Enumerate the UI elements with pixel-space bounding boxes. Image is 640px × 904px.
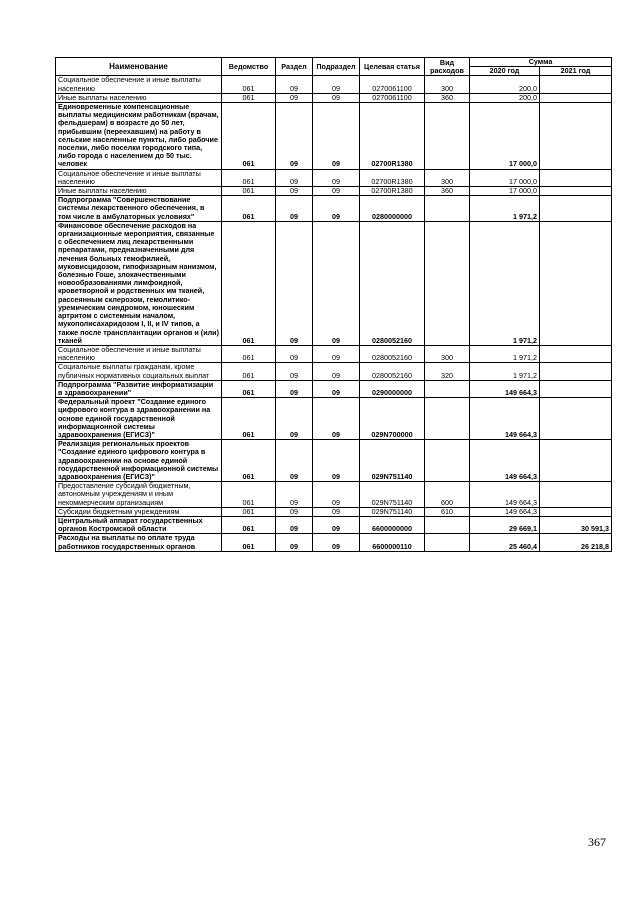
cell-subsection: 09	[313, 516, 360, 533]
cell-name: Предоставление субсидий бюджетным, автономным учреждениям и иным некоммерческим организациям	[56, 482, 222, 508]
table-row	[56, 516, 612, 533]
cell-name: Социальное обеспечение и иные выплаты населению	[56, 76, 222, 93]
cell-y2021	[540, 363, 612, 380]
header-target: Целевая статья	[360, 58, 425, 76]
cell-y2020: 17 000,0	[470, 103, 540, 170]
cell-dept: 061	[222, 93, 276, 102]
cell-subsection: 09	[313, 507, 360, 516]
cell-y2020: 1 971,2	[470, 196, 540, 222]
cell-section: 09	[276, 482, 313, 508]
cell-section: 09	[276, 507, 313, 516]
cell-dept: 061	[222, 103, 276, 170]
cell-name: Иные выплаты населению	[56, 93, 222, 102]
cell-y2020: 149 664,3	[470, 380, 540, 397]
header-2021: 2021 год	[540, 67, 612, 76]
cell-section: 09	[276, 103, 313, 170]
cell-subsection: 09	[313, 196, 360, 222]
cell-target: 029N751140	[360, 482, 425, 508]
cell-subsection: 09	[313, 380, 360, 397]
cell-dept: 061	[222, 380, 276, 397]
cell-name: Реализация региональных проектов "Создание единого цифрового контура в здравоохранении на основе единой государственной информационной системы здравоохранения (ЕГИСЗ)"	[56, 440, 222, 482]
cell-y2021	[540, 507, 612, 516]
header-2020: 2020 год	[470, 67, 540, 76]
cell-subsection: 09	[313, 534, 360, 551]
table-row	[56, 76, 612, 93]
cell-subsection: 09	[313, 187, 360, 196]
header-section: Раздел	[276, 58, 313, 76]
table-row	[56, 221, 612, 345]
cell-subsection: 09	[313, 169, 360, 186]
cell-type: 320	[425, 363, 470, 380]
cell-type: 360	[425, 187, 470, 196]
table-row	[56, 482, 612, 508]
cell-y2021	[540, 93, 612, 102]
cell-section: 09	[276, 196, 313, 222]
cell-y2021	[540, 169, 612, 186]
cell-type	[425, 398, 470, 440]
cell-type: 600	[425, 482, 470, 508]
cell-target: 0280000000	[360, 196, 425, 222]
cell-name: Единовременные компенсационные выплаты медицинским работникам (врачам, фельдшерам) в возрасте до 50 лет, прибывшим (переехавшим) на работу в сельские населенные пункты, либо рабочие поселки, либо поселки городского типа, либо города с населением до 50 тыс. человек	[56, 103, 222, 170]
cell-y2020: 1 971,2	[470, 363, 540, 380]
cell-y2020: 17 000,0	[470, 187, 540, 196]
cell-section: 09	[276, 380, 313, 397]
cell-y2020: 1 971,2	[470, 221, 540, 345]
cell-y2020: 1 971,2	[470, 345, 540, 362]
table-row	[56, 196, 612, 222]
cell-dept: 061	[222, 345, 276, 362]
cell-dept: 061	[222, 440, 276, 482]
cell-dept: 061	[222, 187, 276, 196]
cell-name: Расходы на выплаты по оплате труда работников государственных органов	[56, 534, 222, 551]
cell-subsection: 09	[313, 103, 360, 170]
cell-type: 360	[425, 93, 470, 102]
cell-target: 0290000000	[360, 380, 425, 397]
cell-section: 09	[276, 534, 313, 551]
cell-y2021: 26 218,8	[540, 534, 612, 551]
cell-y2021	[540, 76, 612, 93]
cell-subsection: 09	[313, 93, 360, 102]
cell-target: 029N751140	[360, 507, 425, 516]
cell-section: 09	[276, 345, 313, 362]
table-header	[56, 58, 612, 76]
cell-target: 6600000110	[360, 534, 425, 551]
cell-dept: 061	[222, 482, 276, 508]
cell-y2020: 149 664,3	[470, 398, 540, 440]
cell-y2021	[540, 103, 612, 170]
table-row	[56, 534, 612, 551]
header-type: Вид расходов	[425, 58, 470, 76]
cell-subsection: 09	[313, 482, 360, 508]
cell-name: Федеральный проект "Создание единого цифрового контура в здравоохранении на основе единой государственной информационной системы здравоохранения (ЕГИСЗ)"	[56, 398, 222, 440]
cell-subsection: 09	[313, 345, 360, 362]
cell-target: 02700R1380	[360, 103, 425, 170]
cell-target: 029N751140	[360, 440, 425, 482]
cell-y2021: 30 591,3	[540, 516, 612, 533]
cell-target: 0270061100	[360, 93, 425, 102]
cell-type	[425, 534, 470, 551]
cell-y2020: 29 669,1	[470, 516, 540, 533]
cell-y2020: 149 664,3	[470, 482, 540, 508]
cell-type	[425, 380, 470, 397]
cell-dept: 061	[222, 516, 276, 533]
cell-name: Подпрограмма "Развитие информатизации в здравоохранении"	[56, 380, 222, 397]
cell-type	[425, 103, 470, 170]
cell-section: 09	[276, 516, 313, 533]
cell-y2021	[540, 380, 612, 397]
cell-y2021	[540, 345, 612, 362]
cell-y2020: 25 460,4	[470, 534, 540, 551]
cell-type	[425, 440, 470, 482]
cell-section: 09	[276, 221, 313, 345]
cell-dept: 061	[222, 221, 276, 345]
cell-subsection: 09	[313, 221, 360, 345]
table-row	[56, 345, 612, 362]
cell-section: 09	[276, 398, 313, 440]
table-row	[56, 169, 612, 186]
table-body	[56, 76, 612, 551]
table-row	[56, 440, 612, 482]
cell-y2021	[540, 221, 612, 345]
cell-y2020: 149 664,3	[470, 440, 540, 482]
table-row	[56, 398, 612, 440]
cell-name: Субсидии бюджетным учреждениям	[56, 507, 222, 516]
cell-y2020: 149 664,3	[470, 507, 540, 516]
cell-subsection: 09	[313, 363, 360, 380]
cell-name: Иные выплаты населению	[56, 187, 222, 196]
cell-target: 02700R1380	[360, 187, 425, 196]
cell-dept: 061	[222, 196, 276, 222]
cell-section: 09	[276, 363, 313, 380]
cell-subsection: 09	[313, 76, 360, 93]
cell-target: 0270061100	[360, 76, 425, 93]
cell-type: 300	[425, 345, 470, 362]
cell-y2021	[540, 398, 612, 440]
page-number: 367	[588, 835, 606, 849]
cell-type	[425, 196, 470, 222]
cell-name: Финансовое обеспечение расходов на организационные мероприятия, связанные с обеспечением лиц лекарственными препаратами, предназначенными для лечения больных гемофилией, муковисцидозом, гипофизарным нанизмом, болезнью Гоше, злокачественными новообразованиями лимфоидной, кроветворной и родственных им тканей, рассеянным склерозом, гемолитико-уремическим синдромом, юношеским артритом с системным началом, мукополисахаридозом I, II, и IV типов, а также после трансплантации органов и (или) тканей	[56, 221, 222, 345]
cell-type: 610	[425, 507, 470, 516]
cell-y2021	[540, 187, 612, 196]
cell-dept: 061	[222, 398, 276, 440]
cell-target: 0280052160	[360, 345, 425, 362]
header-dept: Ведомство	[222, 58, 276, 76]
cell-subsection: 09	[313, 440, 360, 482]
cell-section: 09	[276, 440, 313, 482]
table-row	[56, 380, 612, 397]
cell-name: Социальные выплаты гражданам, кроме публичных нормативных социальных выплат	[56, 363, 222, 380]
cell-target: 029N700000	[360, 398, 425, 440]
cell-y2021	[540, 440, 612, 482]
cell-target: 0280052160	[360, 363, 425, 380]
header-sum: Сумма	[470, 58, 612, 67]
cell-target: 6600000000	[360, 516, 425, 533]
table-row	[56, 363, 612, 380]
cell-name: Социальное обеспечение и иные выплаты населению	[56, 345, 222, 362]
cell-name: Социальное обеспечение и иные выплаты населению	[56, 169, 222, 186]
cell-type	[425, 516, 470, 533]
cell-y2021	[540, 196, 612, 222]
cell-y2020: 17 000,0	[470, 169, 540, 186]
cell-dept: 061	[222, 534, 276, 551]
cell-y2020: 200,0	[470, 93, 540, 102]
cell-name: Центральный аппарат государственных органов Костромской области	[56, 516, 222, 533]
table-row	[56, 103, 612, 170]
cell-type	[425, 221, 470, 345]
header-name: Наименование	[56, 58, 222, 76]
cell-subsection: 09	[313, 398, 360, 440]
cell-dept: 061	[222, 76, 276, 93]
cell-dept: 061	[222, 169, 276, 186]
cell-y2021	[540, 482, 612, 508]
cell-section: 09	[276, 76, 313, 93]
cell-dept: 061	[222, 507, 276, 516]
cell-section: 09	[276, 169, 313, 186]
cell-target: 02700R1380	[360, 169, 425, 186]
header-subsection: Подраздел	[313, 58, 360, 76]
cell-type: 300	[425, 76, 470, 93]
cell-name: Подпрограмма "Совершенствование системы лекарственного обеспечения, в том числе в амбулаторных условиях"	[56, 196, 222, 222]
cell-y2020: 200,0	[470, 76, 540, 93]
budget-table	[55, 57, 612, 552]
cell-dept: 061	[222, 363, 276, 380]
cell-type: 300	[425, 169, 470, 186]
cell-section: 09	[276, 93, 313, 102]
cell-target: 0280052160	[360, 221, 425, 345]
cell-section: 09	[276, 187, 313, 196]
